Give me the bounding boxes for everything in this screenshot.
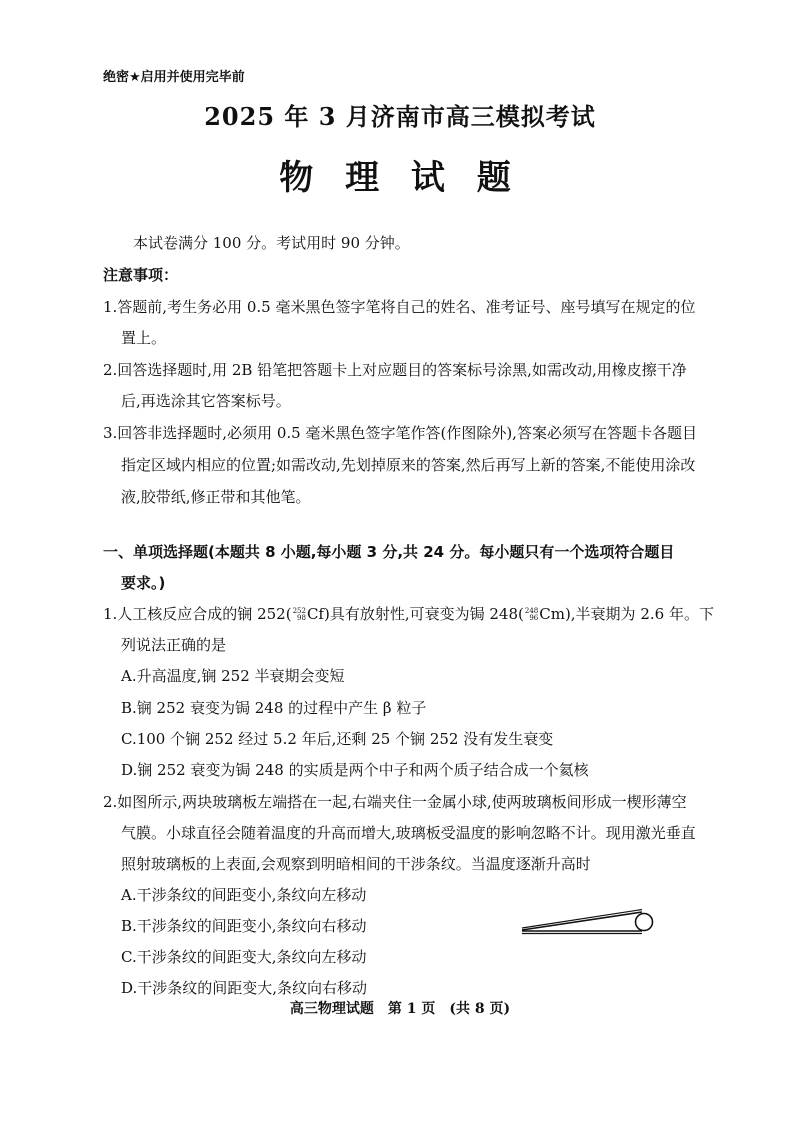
cf-atomic-number: 98 [297,614,306,622]
q1-option-d: D.锎 252 衰变为锔 248 的实质是两个中子和两个质子结合成一个氦核 [121,761,589,779]
notice-item-2-line-2: 后,再选涂其它答案标号。 [121,392,291,410]
question-2-stem-line-3: 照射玻璃板的上表面,会观察到明暗相间的干涉条纹。当温度逐渐升高时 [121,855,591,873]
wedge-air-film-diagram [520,905,660,939]
q1-text-a: 1.人工核反应合成的锎 252( [103,605,292,623]
notice-item-1-line-1: 1.答题前,考生务必用 0.5 毫米黑色签字笔将自己的姓名、准考证号、座号填写在规定的位 [103,298,696,316]
notice-item-3-line-2: 指定区域内相应的位置;如需改动,先划掉原来的答案,然后再写上新的答案,不能使用涂改 [121,456,696,474]
cm-nuclide-numbers [525,608,538,622]
q2-option-b: B.干涉条纹的间距变小,条纹向右移动 [121,917,367,935]
q2-option-a: A.干涉条纹的间距变小,条纹向左移动 [121,886,367,904]
subject-title: 物 理 试 题 [279,158,521,198]
q1-option-b: B.锎 252 衰变为锔 248 的过程中产生 β 粒子 [121,699,427,717]
metal-ball [636,914,653,931]
notice-item-3-line-1: 3.回答非选择题时,必须用 0.5 毫米黑色签字笔作答(作图除外),答案必须写在答题卡各题目 [103,424,697,442]
notice-heading: 注意事项： [103,266,179,284]
section-1-heading: 一、单项选择题(本题共 8 小题,每小题 3 分,共 24 分。每小题只有一个选项符合题目 [103,543,675,561]
cf-mass-number: 252 [292,607,306,615]
question-2-stem-line-2: 气膜。小球直径会随着温度的升高而增大,玻璃板受温度的影响忽略不计。现用激光垂直 [121,824,696,842]
section-1-heading-cont: 要求。) [121,574,166,592]
question-1-stem [103,603,714,624]
notice-item-3-line-3: 液,胶带纸,修正带和其他笔。 [121,488,311,506]
cf-symbol: Cf [306,605,324,623]
q1-option-a: A.升高温度,锎 252 半衰期会变短 [121,667,345,685]
q1-text-b: )具有放射性,可衰变为锔 248( [323,605,524,623]
cm-symbol: Cm [539,605,565,623]
confidential-label: 绝密★启用并使用完毕前 [103,70,245,85]
cm-mass-number: 248 [524,607,539,615]
page-footer: 高三物理试题 第 1 页 (共 8 页) [289,1001,511,1017]
question-2-stem-line-1: 2.如图所示,两块玻璃板左端搭在一起,右端夹住一金属小球,使两玻璃板间形成一楔形薄空 [103,793,687,811]
question-1-stem-cont: 列说法正确的是 [121,636,227,654]
top-glass-plate [522,912,642,930]
cm-atomic-number: 96 [529,614,539,622]
cf-nuclide-numbers [293,608,306,622]
q1-text-c: ),半衰期为 2.6 年。下 [564,605,714,623]
top-glass-plate-edge [522,910,642,929]
exam-title: 2025 年 3 月济南市高三模拟考试 [204,102,596,131]
notice-item-1-line-2: 置上。 [121,329,167,347]
q2-option-c: C.干涉条纹的间距变大,条纹向左移动 [121,948,367,966]
notice-item-2-line-1: 2.回答选择题时,用 2B 铅笔把答题卡上对应题目的答案标号涂黑,如需改动,用橡皮擦干净 [103,361,687,379]
exam-intro: 本试卷满分 100 分。考试用时 90 分钟。 [133,234,410,252]
q1-option-c: C.100 个锎 252 经过 5.2 年后,还剩 25 个锎 252 没有发生衰变 [121,730,554,748]
q2-option-d: D.干涉条纹的间距变大,条纹向右移动 [121,979,368,997]
